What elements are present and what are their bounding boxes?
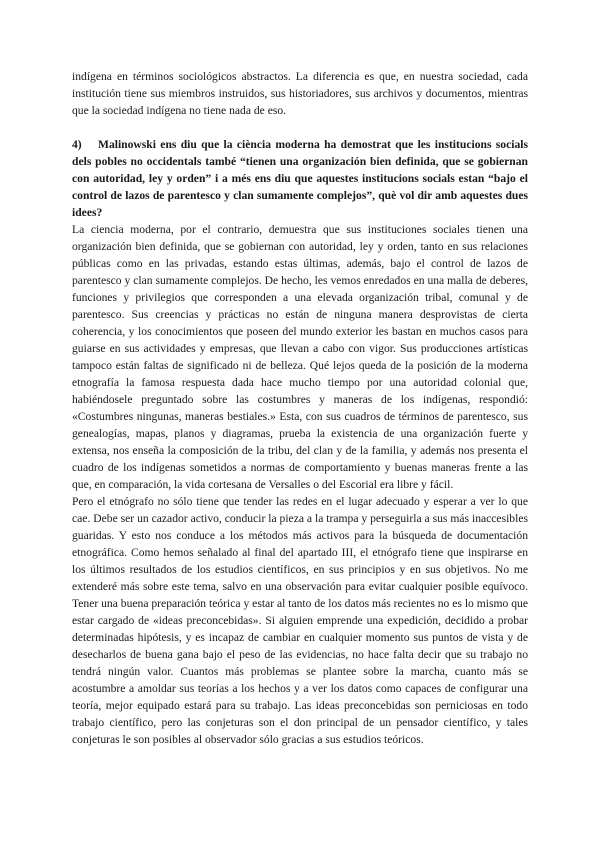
answer-paragraph-1: La ciencia moderna, por el contrario, demuestra que sus instituciones sociales tienen una organización bien definida, que se gobiernan con autoridad, ley y orden, tanto en sus relaciones públicas como en las privadas, estando estas últimas, además, bajo el control de lazos de parentesco y clan sumamente complejos. De hecho, les vemos enredados en una malla de deberes, funciones y privilegios que corresponden a una elevada organización tribal, comunal y de parentesco. Sus creencias y prácticas no están de ninguna manera desprovistas de cierta coherencia, y los conocimientos que poseen del mundo exterior les bastan en muchos casos para guiarse en sus actividades y empresas, que llevan a cabo con vigor. Sus producciones artísticas tampoco están faltas de significado ni de belleza. Qué lejos queda de la posición de la moderna etnografía la famosa respuesta dada hace mucho tiempo por una autoridad colonial que, habiéndosele preguntado sobre las costumbres y maneras de los indígenas, respondió: «Costumbres ningunas, maneras bestiales.» Esta, con sus cuadros de términos de parentesco, sus genealogías, mapas, planos y diagramas, prueba la existencia de una organización fuerte y extensa, nos enseña la composición de la tribu, del clan y de la familia, y además nos presenta el cuadro de los indígenas sometidos a normas de comportamiento y buenas maneras frente a las que, en comparación, la vida cortesana de Versalles o del Escorial era libre y fácil. — [72, 223, 528, 491]
question-heading — [72, 136, 528, 221]
intro-paragraph: indígena en términos sociológicos abstractos. La diferencia es que, en nuestra sociedad, cada institución tiene sus miembros instruidos, sus historiadores, sus archivos y documentos, mientras que la sociedad indígena no tiene nada de eso. — [72, 70, 528, 117]
answer-paragraph-2: Pero el etnógrafo no sólo tiene que tender las redes en el lugar adecuado y esperar a ver lo que cae. Debe ser un cazador activo, conducir la pieza a la trampa y perseguirla a sus más inaccesibles guaridas. Y esto nos conduce a los métodos más activos para la búsqueda de documentación etnográfica. Como hemos señalado al final del apartado III, el etnógrafo tiene que inspirarse en los últimos resultados de los estudios científicos, en sus principios y en sus objetivos. No me extenderé más sobre este tema, salvo en una observación para evitar cualquier posible equívoco. Tener una buena preparación teórica y estar al tanto de los datos más recientes no es lo mismo que estar cargado de «ideas preconcebidas». Si alguien emprende una expedición, decidido a probar determinadas hipótesis, y es incapaz de cambiar en cualquier momento sus puntos de vista y de desecharlos de buena gana bajo el peso de las evidencias, no hace falta decir que su trabajo no tendrá ningún valor. Cuantos más problemas se plantee sobre la marcha, cuanto más se acostumbre a amoldar sus teorías a los hechos y a ver los datos como capaces de configurar una teoría, mejor equipado estará para su trabajo. Las ideas preconcebidas son perniciosas en todo trabajo científico, pero las conjeturas son el don principal de un pensador científico, y tales conjeturas le son posibles al observador sólo gracias a sus estudios teóricos. — [72, 495, 528, 746]
question-number: 4) — [72, 138, 82, 151]
question-text: Malinowski ens diu que la ciència moderna ha demostrat que les institucions socials dels pobles no occidentals també “tienen una organización bien definida, que se gobiernan con autoridad, ley y orden” i a més ens diu que aquestes institucions socials estan “bajo el control de lazos de parentesco y clan sumamente complejos”, què vol dir amb aquestes dues idees? — [72, 138, 528, 219]
document-page — [72, 68, 528, 748]
